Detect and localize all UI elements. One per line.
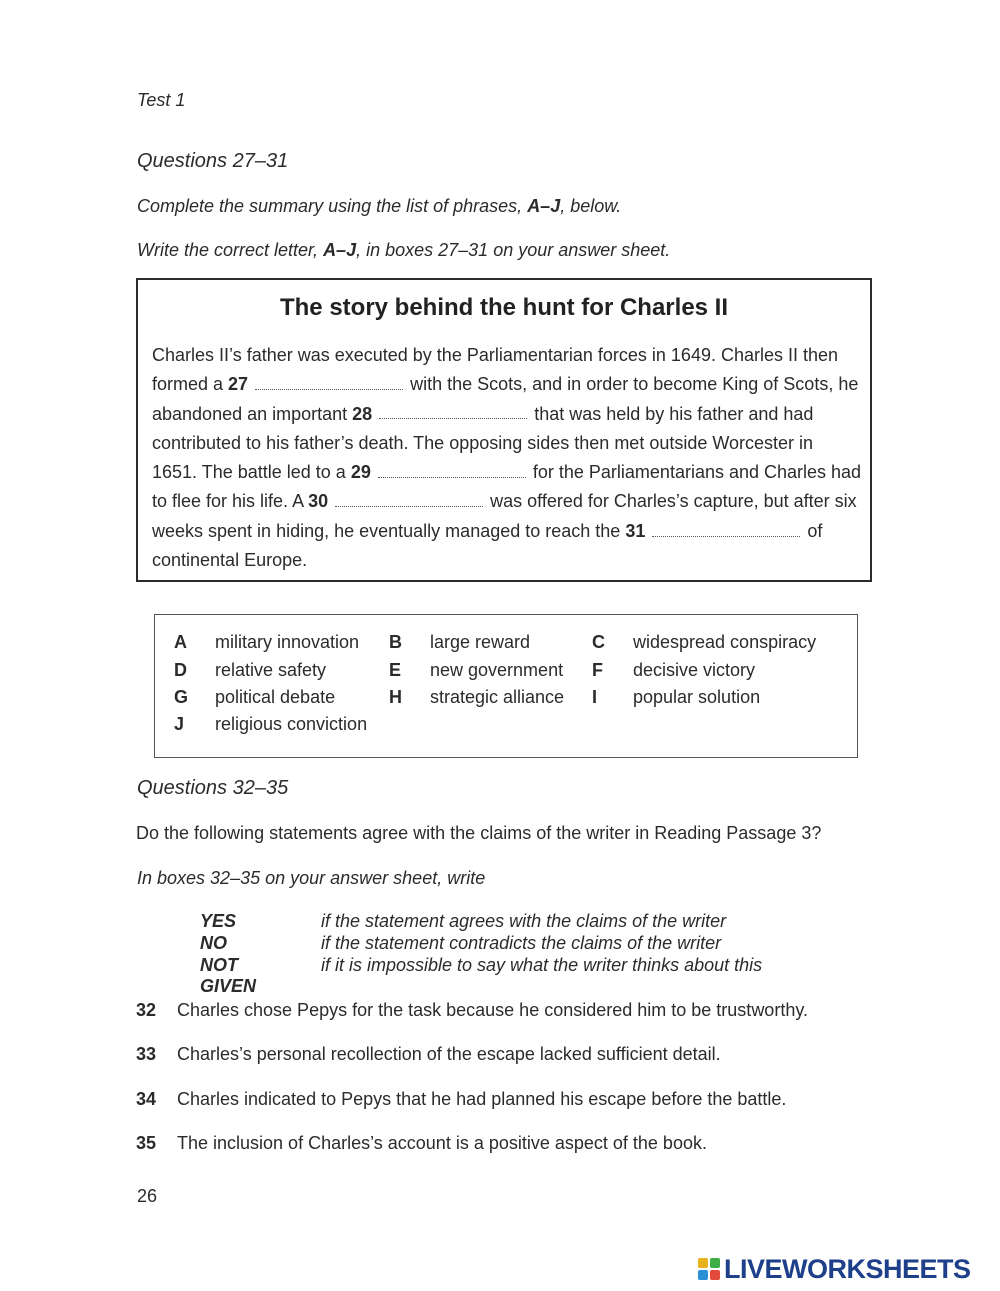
summary-segment: Charles II’s father was executed by the Parliamentarian forces in 1649. Charles II then formed a (152, 345, 839, 395)
key-label: NOT GIVEN (200, 955, 257, 996)
key-label: NO (200, 933, 227, 953)
key-definition: if it is impossible to say what the writer thinks about this (321, 955, 763, 975)
instruction-text: Write the correct letter, (137, 240, 324, 260)
option-letter: G (174, 687, 189, 707)
liveworksheets-icon (698, 1258, 720, 1280)
instruction-write-letter (137, 240, 670, 261)
answer-gap-29[interactable] (378, 477, 526, 478)
section-heading-32-35: Questions 32–35 (137, 777, 289, 799)
option-letter: H (389, 687, 402, 707)
statement-number: 34 (136, 1089, 157, 1109)
summary-text (152, 341, 862, 575)
instruction-boxes: In boxes 32–35 on your answer sheet, write (137, 868, 486, 888)
statement-intro: Do the following statements agree with the claims of the writer in Reading Passage 3? (136, 823, 822, 843)
option-letter: F (592, 660, 603, 680)
statement-text: The inclusion of Charles’s account is a positive aspect of the book. (177, 1133, 707, 1153)
question-number-28: 28 (352, 403, 373, 424)
option-letter: B (389, 632, 402, 652)
question-number-30: 30 (308, 491, 329, 512)
instruction-text: , in boxes 27–31 on your answer sheet. (356, 240, 671, 260)
option-letter: D (174, 660, 187, 680)
summary-segment: for the Parliamentarians and Charles had to flee for his life. A (152, 462, 862, 512)
test-label: Test 1 (137, 90, 186, 110)
summary-segment: with the Scots, and in order to become King of Scots, he abandoned an important (152, 374, 859, 424)
page-number: 26 (137, 1186, 158, 1206)
option-text: political debate (215, 687, 336, 707)
summary-box (136, 278, 872, 582)
answer-gap-30[interactable] (335, 506, 483, 507)
summary-segment: of continental Europe. (152, 520, 823, 571)
instruction-complete-summary (137, 196, 621, 217)
statement-number: 35 (136, 1133, 157, 1153)
phrase-options-box (154, 614, 858, 758)
summary-segment: that was held by his father and had contributed to his father’s death. The opposing sides then met outside Worcester in 1651. The battle led to a (152, 403, 814, 483)
instruction-range: A–J (527, 196, 561, 216)
option-text: large reward (430, 632, 531, 652)
option-text: religious conviction (215, 714, 368, 734)
logo-text: LIVEWORKSHEETS (724, 1254, 971, 1284)
answer-gap-27[interactable] (255, 389, 403, 390)
statement-text: Charles chose Pepys for the task because he considered him to be trustworthy. (177, 1000, 808, 1020)
instruction-text: Complete the summary using the list of phrases, (137, 196, 528, 216)
statement-text: Charles indicated to Pepys that he had planned his escape before the battle. (177, 1089, 787, 1109)
key-definition: if the statement contradicts the claims of the writer (321, 933, 722, 953)
answer-gap-31[interactable] (652, 536, 800, 537)
option-letter: A (174, 632, 187, 652)
summary-segment: was offered for Charles’s capture, but after six weeks spent in hiding, he eventually managed to reach the (152, 491, 857, 541)
question-number-27: 27 (228, 374, 249, 395)
statement-number: 32 (136, 1000, 157, 1020)
option-text: military innovation (215, 632, 360, 652)
answer-gap-28[interactable] (379, 418, 527, 419)
option-letter: C (592, 632, 605, 652)
option-text: strategic alliance (430, 687, 565, 707)
statement-text: Charles’s personal recollection of the escape lacked sufficient detail. (177, 1044, 721, 1064)
statement-number: 33 (136, 1044, 157, 1064)
option-text: widespread conspiracy (633, 632, 817, 652)
option-text: relative safety (215, 660, 327, 680)
instruction-text: , below. (560, 196, 622, 216)
option-letter: J (174, 714, 185, 734)
summary-title: The story behind the hunt for Charles II (279, 294, 729, 321)
question-number-31: 31 (625, 520, 646, 541)
option-text: decisive victory (633, 660, 756, 680)
instruction-range: A–J (323, 240, 357, 260)
question-number-29: 29 (350, 462, 371, 483)
option-letter: E (389, 660, 402, 680)
option-text: popular solution (633, 687, 761, 707)
option-letter: I (592, 687, 598, 707)
key-definition: if the statement agrees with the claims of the writer (321, 911, 727, 931)
section-heading-27-31: Questions 27–31 (137, 150, 289, 172)
option-text: new government (430, 660, 564, 680)
key-label: YES (200, 911, 237, 931)
